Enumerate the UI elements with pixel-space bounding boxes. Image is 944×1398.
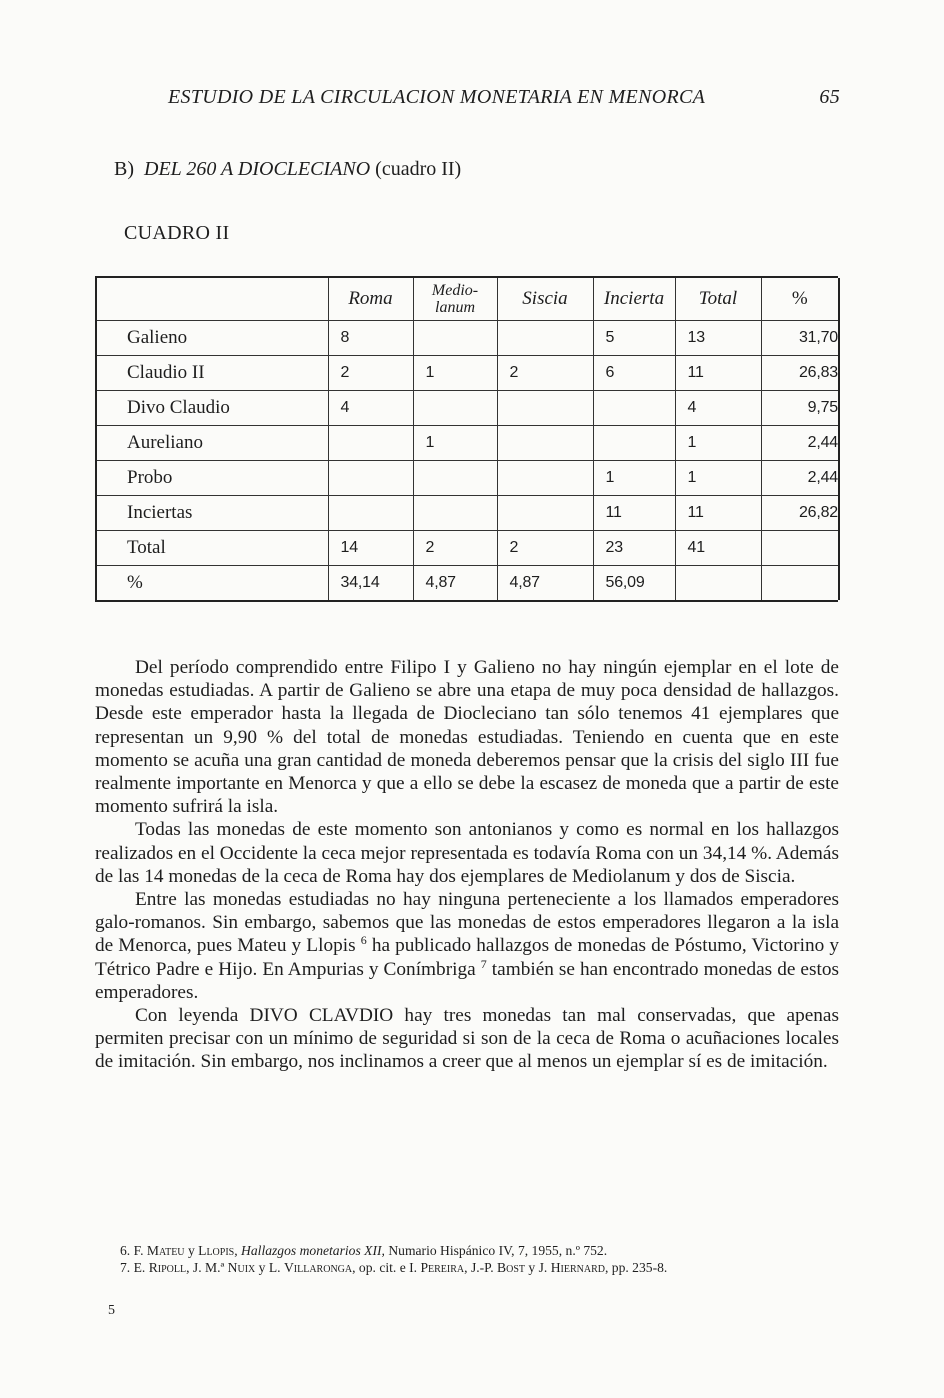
footnote-ref-6[interactable]: 6	[360, 933, 367, 948]
table-cell	[328, 496, 413, 531]
paragraph-3-part-b: ha publicado hallazgos de monedas de Póstumo, Victorino y Tétrico Padre e Hijo. En Ampurias y Conímbriga	[95, 935, 839, 980]
table-label: CUADRO II	[124, 222, 230, 244]
footnote-7-part: op. cit. e I.	[358, 1259, 418, 1275]
footnote-ref-7[interactable]: 7	[480, 956, 487, 971]
table-cell: 4,87	[497, 566, 593, 601]
table-row	[96, 566, 839, 601]
column-header: Siscia	[497, 278, 593, 321]
table-cell: 31,70	[761, 321, 839, 356]
section-prefix: B)	[114, 158, 134, 180]
column-header: Medio- lanum	[413, 278, 497, 321]
table-cell: 1	[413, 426, 497, 461]
paragraph-2: Todas las monedas de este momento son antonianos y como es normal en los hallazgos realizados en el Occidente la ceca mejor representada es todavía Roma con un 34,14 %. Además de las 14 monedas de la ceca de Roma hay dos ejemplares de Mediolanum y dos de Siscia.	[95, 819, 839, 887]
table-cell: 4	[328, 391, 413, 426]
paragraph-3	[95, 888, 839, 1004]
paragraph-3-part-a: Entre las monedas estudiadas no hay ninguna perteneciente a los llamados emperadores galo-romanos. Sin embargo, sabemos que las monedas de estos emperadores llegaron a la isla de Menorca, pues Mateu y Llopis	[95, 889, 839, 957]
table-cell	[497, 426, 593, 461]
table-cell	[413, 321, 497, 356]
table-cell	[497, 461, 593, 496]
row-label: Total	[96, 531, 328, 566]
footnotes	[120, 1243, 840, 1276]
footnote-7-author: Villaronga,	[283, 1259, 356, 1275]
table-cell: 1	[413, 356, 497, 391]
table-cell	[413, 391, 497, 426]
footnote-6-author-1: Mateu	[146, 1243, 185, 1258]
table-cell	[593, 426, 675, 461]
table-cell: 34,14	[328, 566, 413, 601]
table-cell	[328, 461, 413, 496]
footnote-7-author: Nuix	[227, 1259, 256, 1275]
footnote-7-author: Hiernard,	[550, 1259, 609, 1275]
column-header: Incierta	[593, 278, 675, 321]
paragraph-1-text: Del período comprendido entre Filipo I y Galieno no hay ningún ejemplar en el lote de monedas estudiadas. A partir de Galieno se abre una etapa de muy poca densidad de hallazgos. Desde este emperador hasta la llegada de Diocleciano tan sólo tenemos 41 ejemplares que representan un 9,90 % del total de monedas estudiadas. Teniendo en cuenta que en este momento se acuña una gran cantidad de moneda deberemos pensar que la crisis del siglo	[95, 657, 839, 771]
footnote-7-author: Pereira,	[420, 1259, 468, 1275]
table-row	[96, 321, 839, 356]
table-cell: 2	[413, 531, 497, 566]
table-cell	[761, 566, 839, 601]
table-cell: 2,44	[761, 426, 839, 461]
column-header: Total	[675, 278, 761, 321]
table-row	[96, 461, 839, 496]
table-header-row	[96, 278, 839, 321]
footnote-7-part: y L.	[258, 1259, 281, 1275]
footnote-7	[120, 1260, 840, 1277]
footnote-7-part: J. M.ª	[192, 1259, 225, 1275]
footnote-7-part: y J.	[528, 1259, 548, 1275]
table-cell: 14	[328, 531, 413, 566]
table-cell	[497, 391, 593, 426]
table-cell	[497, 321, 593, 356]
table-row	[96, 531, 839, 566]
coin-table	[95, 276, 838, 602]
table-cell: 41	[675, 531, 761, 566]
section-title: DEL 260 A DIOCLECIANO	[144, 158, 371, 180]
table-cell	[497, 496, 593, 531]
table-cell: 56,09	[593, 566, 675, 601]
table-cell: 6	[593, 356, 675, 391]
table-row	[96, 496, 839, 531]
table-cell	[761, 531, 839, 566]
section-heading	[114, 158, 461, 181]
table-cell: 4,87	[413, 566, 497, 601]
paragraph-1	[95, 656, 839, 818]
table-cell: 2,44	[761, 461, 839, 496]
footnote-7-number: 7.	[120, 1259, 131, 1275]
table-cell: 1	[593, 461, 675, 496]
row-label: Claudio II	[96, 356, 328, 391]
footnote-7-part: J.-P.	[470, 1259, 494, 1275]
table-cell: 1	[675, 426, 761, 461]
table-cell: 5	[593, 321, 675, 356]
table-cell: 11	[675, 496, 761, 531]
footnote-7-author: Ripoll,	[148, 1259, 190, 1275]
row-label: Aureliano	[96, 426, 328, 461]
footnote-6-source: Numario Hispánico IV, 7, 1955, n.º 752.	[388, 1243, 608, 1258]
table-cell: 2	[497, 356, 593, 391]
footnote-6-initial: F.	[133, 1243, 144, 1258]
table-cell: 4	[675, 391, 761, 426]
footnote-6-title: Hallazgos monetarios XII,	[241, 1243, 385, 1258]
column-header: %	[761, 278, 839, 321]
row-label: Inciertas	[96, 496, 328, 531]
table-cell	[593, 391, 675, 426]
footnote-6-number: 6.	[120, 1243, 131, 1258]
column-header	[96, 278, 328, 321]
table-cell: 23	[593, 531, 675, 566]
table-cell	[413, 496, 497, 531]
page-number: 65	[819, 86, 840, 108]
footnote-7-pages: pp. 235-8.	[611, 1259, 668, 1275]
signature-mark: 5	[108, 1303, 115, 1318]
table-cell: 11	[593, 496, 675, 531]
paragraph-1-end: fue realmente importante en Menorca y que a ello se debe la escasez de moneda que a partir de este momento sufrirá la isla.	[95, 749, 839, 818]
column-header: Roma	[328, 278, 413, 321]
row-label: Divo Claudio	[96, 391, 328, 426]
section-suffix: (cuadro II)	[375, 158, 462, 180]
footnote-6	[120, 1243, 840, 1260]
table-cell	[413, 461, 497, 496]
table-cell: 1	[675, 461, 761, 496]
table-cell	[328, 426, 413, 461]
paragraph-3-part-c: también se han encontrado monedas de estos emperadores.	[95, 958, 839, 1003]
table-row	[96, 391, 839, 426]
paragraph-4: Con leyenda DIVO CLAVDIO hay tres monedas tan mal conservadas, que apenas permiten precisar con un mínimo de seguridad si son de la ceca de Roma o acuñaciones locales de imitación. Sin embargo, nos inclinamos a creer que al menos un ejemplar sí es de imitación.	[95, 1005, 839, 1073]
century-numeral: III	[789, 749, 810, 771]
footnote-6-and: y	[187, 1243, 195, 1258]
table-cell: 13	[675, 321, 761, 356]
table-cell: 26,82	[761, 496, 839, 531]
footnote-7-part: E.	[133, 1259, 146, 1275]
table-cell: 11	[675, 356, 761, 391]
table-cell: 8	[328, 321, 413, 356]
table-cell: 2	[497, 531, 593, 566]
table-cell: 26,83	[761, 356, 839, 391]
table-cell: 2	[328, 356, 413, 391]
table-cell: 9,75	[761, 391, 839, 426]
row-label: %	[96, 566, 328, 601]
row-label: Galieno	[96, 321, 328, 356]
footnote-6-author-2: Llopis,	[198, 1243, 238, 1258]
body-text	[95, 656, 839, 1074]
table-row	[96, 426, 839, 461]
table-row	[96, 356, 839, 391]
footnote-7-author: Bost	[497, 1259, 525, 1275]
table-cell	[675, 566, 761, 601]
row-label: Probo	[96, 461, 328, 496]
running-head-title: ESTUDIO DE LA CIRCULACION MONETARIA EN MENORCA	[168, 86, 706, 108]
